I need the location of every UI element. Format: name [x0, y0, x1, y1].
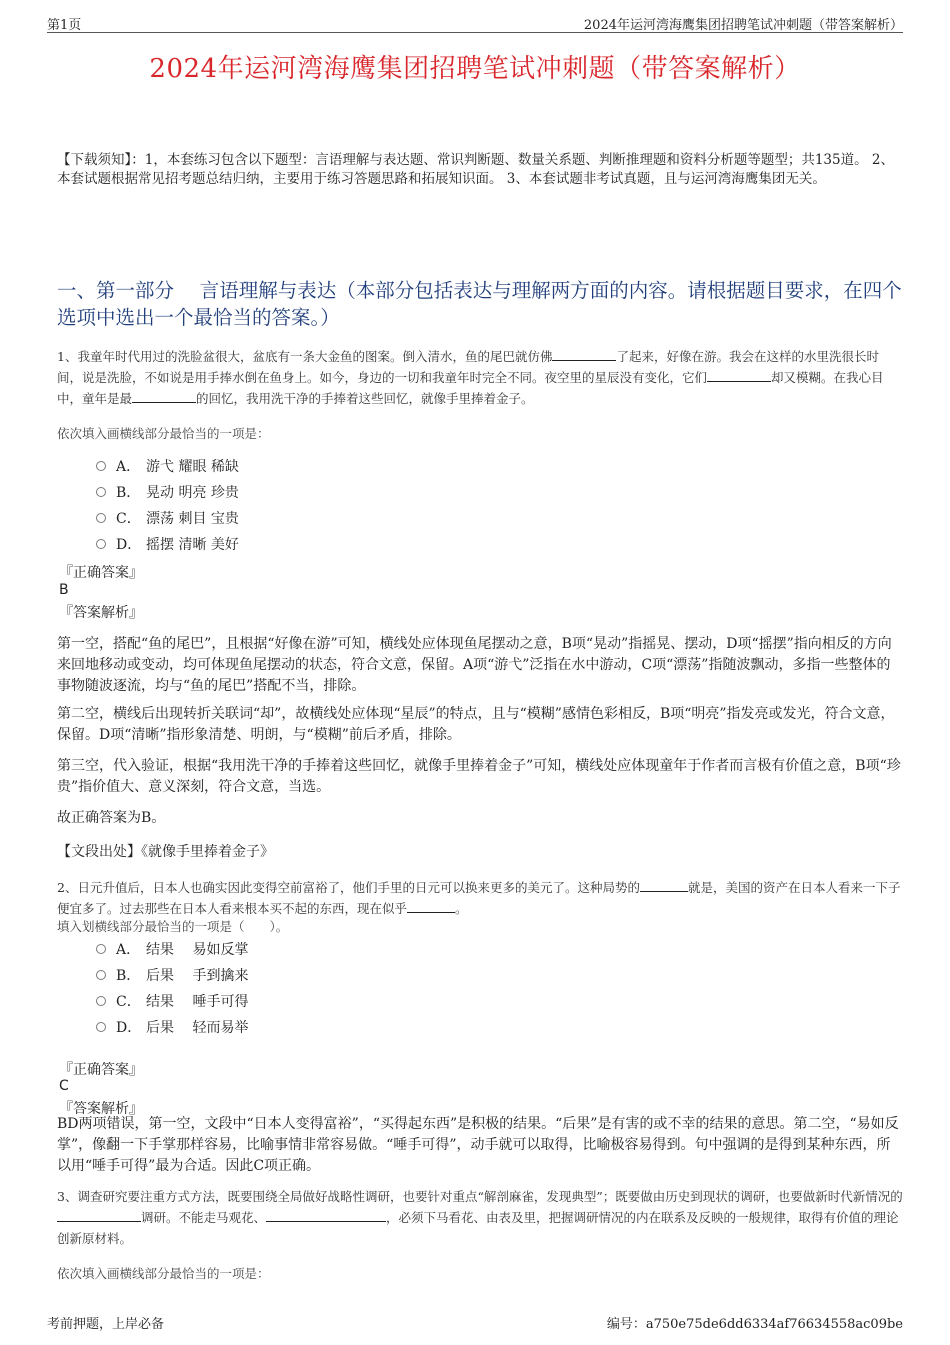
- analysis-paragraph: BD两项错误，第一空，文段中“日本人变得富裕”，“买得起东西”是积极的结果。“后果”是有害的或不幸的结果的意思。第二空，“易如反掌”，像翻一下手掌那样容易，比喻事情非常容易做。“唾手可得”，动手就可以取得，比喻极容易得到。句中强调的是得到某种东西，所以用“唾手可得”最为合适。因此C项正确。: [57, 1116, 899, 1174]
- option-c[interactable]: C． 结果 唾手可得: [96, 988, 248, 1014]
- answer-label: 『正确答案』: [59, 565, 143, 581]
- analysis-label: 『答案解析』: [59, 605, 143, 621]
- analysis-paragraph: 第三空，代入验证，根据“我用洗干净的手捧着这些回忆，就像手里捧着金子”可知，横线处应体现童年于作者而言极有价值之意，B项“珍贵”指价值大、意义深刻，符合文意，当选。: [57, 758, 901, 795]
- header-doc-title: 2024年运河湾海鹰集团招聘笔试冲刺题（带答案解析）: [583, 18, 903, 33]
- option-a[interactable]: A． 结果 易如反掌: [96, 936, 248, 962]
- blank: [707, 367, 771, 382]
- question-2-options: [96, 936, 248, 1040]
- radio-icon[interactable]: [96, 513, 106, 523]
- option-a[interactable]: A． 游弋 耀眼 稀缺: [96, 453, 239, 479]
- question-2-prompt: 填入划横线部分最恰当的一项是（ ）。: [57, 919, 289, 934]
- footer-slogan: 考前押题，上岸必备: [47, 1317, 165, 1332]
- radio-icon[interactable]: [96, 487, 106, 497]
- analysis-conclusion: 故正确答案为B。: [57, 810, 166, 826]
- question-3-prompt: 依次填入画横线部分最恰当的一项是：: [57, 1266, 270, 1281]
- blank: [407, 898, 455, 913]
- page-number: 第1页: [47, 18, 82, 33]
- question-1-text: 1、我童年时代用过的洗脸盆很大，盆底有一条大金鱼的图案。倒入清水，鱼的尾巴就仿佛 了起来，好像在游。我会在这样的水里洗很长时间，说是洗脸，不如说是用手捧水倒在鱼身上。如今，身边的一切和我童年时完全不同。夜空里的星辰没有变化，它们 却又模糊。在我心目中，童年是最 的回忆，我用洗干净的手捧着这些回忆，就像手里捧着金子。: [57, 346, 903, 409]
- download-notice: 【下载须知】：1，本套练习包含以下题型：言语理解与表达题、常识判断题、数量关系题、判断推理题和资料分析题等题型；共135道。 2、本套试题根据常见招考题总结归纳，主要用于练习答题思路和拓展知识面。 3、本套试题非考试真题，且与运河湾海鹰集团无关。: [57, 152, 894, 187]
- page-header: [47, 14, 903, 33]
- blank: [132, 388, 196, 403]
- blank: [552, 346, 616, 361]
- radio-icon[interactable]: [96, 970, 106, 980]
- question-2-text: 2、日元升值后，日本人也确实因此变得空前富裕了，他们手里的日元可以换来更多的美元了。这种局势的 就是，美国的资产在日本人看来一下子便宜多了。过去那些在日本人看来根本买不起的东西，现在似乎 。: [57, 877, 903, 919]
- option-b[interactable]: B． 后果 手到擒来: [96, 962, 248, 988]
- answer-label: 『正确答案』: [59, 1062, 143, 1078]
- radio-icon[interactable]: [96, 461, 106, 471]
- section-title: 一、第一部分 言语理解与表达（本部分包括表达与理解两方面的内容。请根据题目要求，在四个选项中选出一个最恰当的答案。）: [57, 279, 902, 329]
- option-b[interactable]: B． 晃动 明亮 珍贵: [96, 479, 239, 505]
- document-title: 2024年运河湾海鹰集团招聘笔试冲刺题（带答案解析）: [149, 54, 801, 84]
- source-citation: 【文段出处】《就像手里捧着金子》: [57, 844, 274, 860]
- question-3-text: 3、调查研究要注重方式方法，既要围绕全局做好战略性调研，也要针对重点“解剖麻雀，发现典型”；既要做由历史到现状的调研，也要做新时代新情况的调研。不能走马观花、 ，必须下马看花、由表及里，把握调研情况的内在联系及反映的一般规律，取得有价值的理论创新原材料。: [57, 1189, 903, 1246]
- radio-icon[interactable]: [96, 944, 106, 954]
- footer-serial: 编号：a750e75de6dd6334af76634558ac09be: [606, 1317, 903, 1332]
- question-1-prompt: 依次填入画横线部分最恰当的一项是：: [57, 426, 270, 441]
- option-d[interactable]: D． 摇摆 清晰 美好: [96, 531, 239, 557]
- blank: [57, 1207, 141, 1222]
- blank: [266, 1207, 386, 1222]
- option-d[interactable]: D． 后果 轻而易举: [96, 1014, 248, 1040]
- blank: [640, 877, 688, 892]
- answer-value: B: [59, 582, 69, 598]
- analysis-paragraph: 第一空，搭配“鱼的尾巴”，且根据“好像在游”可知，横线处应体现鱼尾摆动之意，B项“晃动”指摇晃、摆动，D项“摇摆”指向相反的方向来回地移动或变动，均可体现鱼尾摆动的状态，符合文意，保留。A项“游弋”泛指在水中游动，C项“漂荡”指随波飘动，多指一些整体的事物随波逐流，均与“鱼的尾巴”搭配不当，排除。: [57, 636, 892, 694]
- radio-icon[interactable]: [96, 539, 106, 549]
- radio-icon[interactable]: [96, 996, 106, 1006]
- option-c[interactable]: C． 漂荡 刺目 宝贵: [96, 505, 239, 531]
- analysis-label: 『答案解析』: [59, 1101, 143, 1117]
- question-1-options: [96, 453, 239, 557]
- radio-icon[interactable]: [96, 1022, 106, 1032]
- analysis-paragraph: 第二空，横线后出现转折关联词“却”，故横线处应体现“星辰”的特点，且与“模糊”感情色彩相反，B项“明亮”指发亮或发光，符合文意，保留。D项“清晰”指形象清楚、明朗，与“模糊”前后矛盾，排除。: [57, 706, 895, 743]
- answer-value: C: [59, 1078, 69, 1094]
